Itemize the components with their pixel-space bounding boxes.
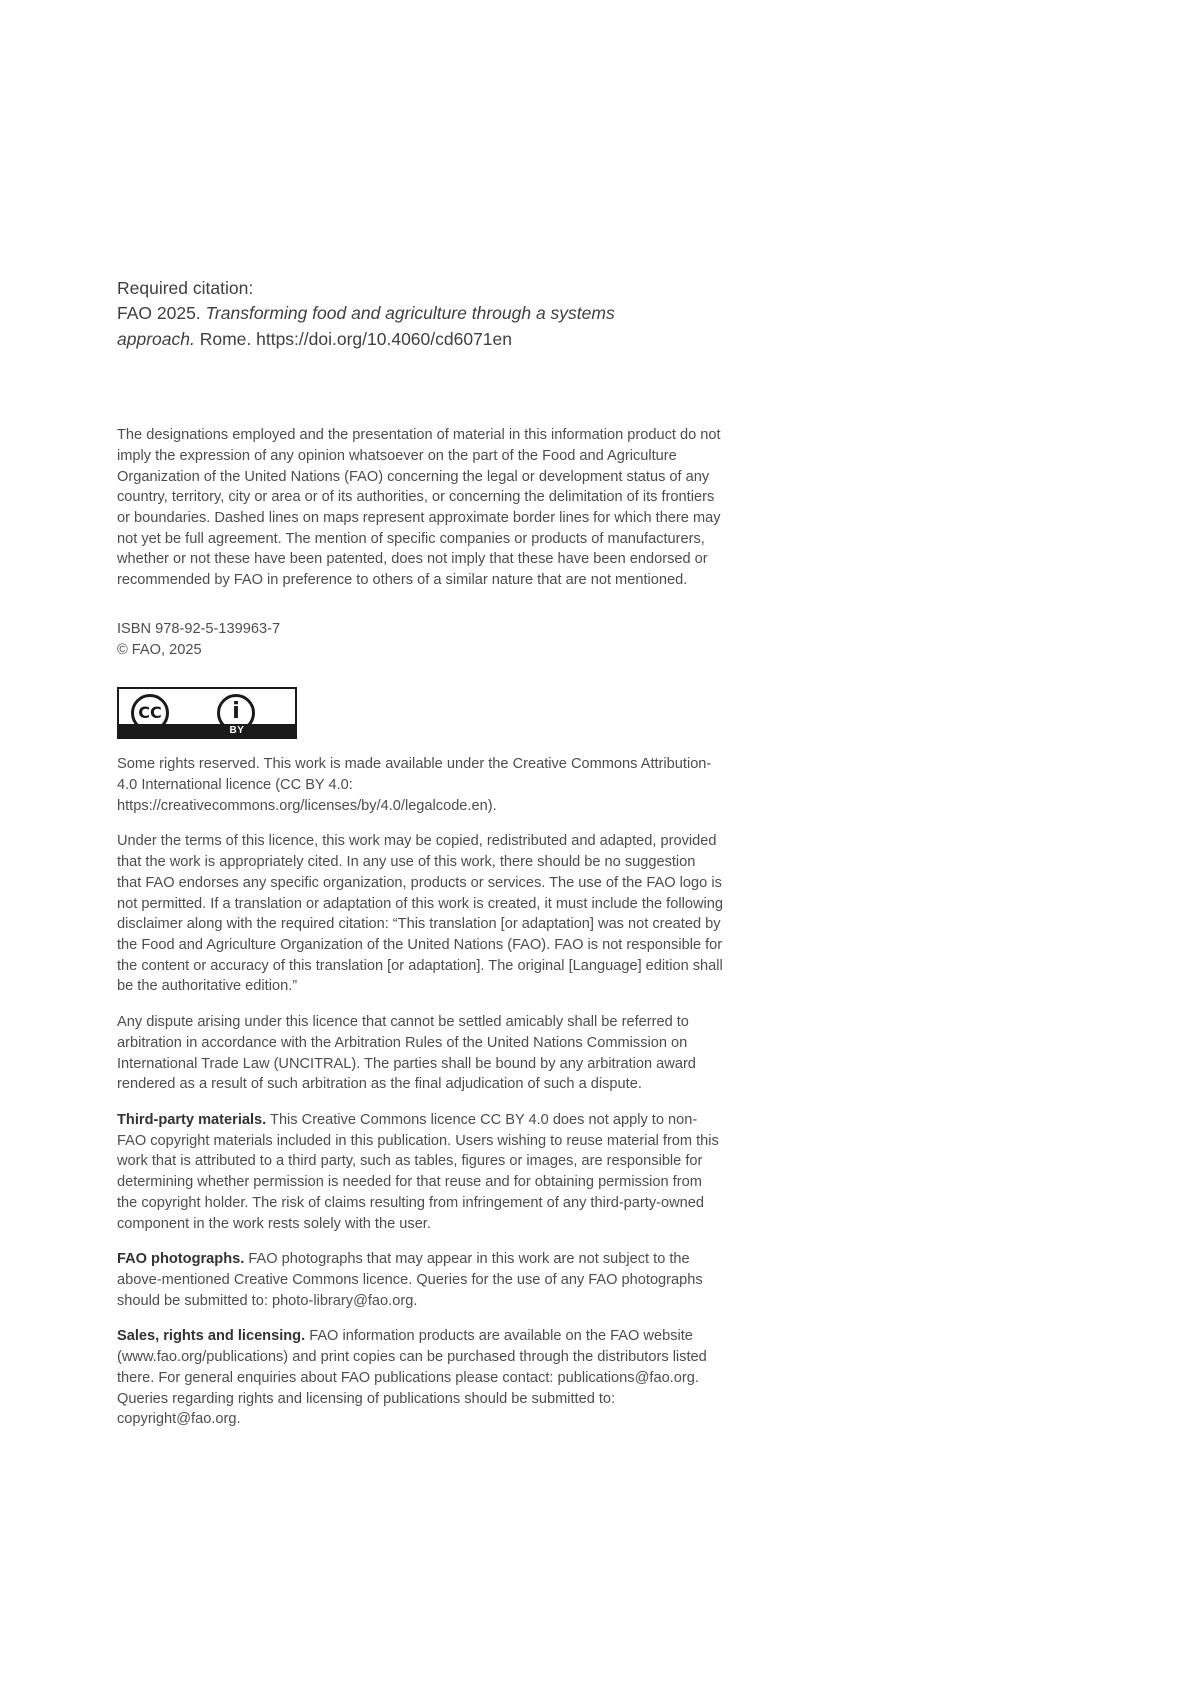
- fao-photographs-label: FAO photographs.: [117, 1251, 245, 1268]
- licence-paragraph-some-rights: Some rights reserved. This work is made available under the Creative Commons Attribution- 4.0 International licence (CC BY 4.0: https://creativecommons.org/licenses/by/4.0/legalcode.en).: [117, 756, 712, 814]
- citation-source-doi: Rome. https://doi.org/10.4060/cd6071en: [194, 328, 513, 349]
- licence-paragraph-dispute: Any dispute arising under this licence that cannot be settled amicably shall be referred to arbitration in accordance with the Arbitration Rules of the United Nations Commission on International Trade Law (UNCITRAL). The parties shall be bound by any arbitration award rendered as a result of such arbitration as the final adjudication of such a dispute.: [117, 1014, 696, 1093]
- isbn-text: ISBN 978-92-5-139963-7: [117, 620, 281, 637]
- third-party-label: Third-party materials.: [117, 1111, 267, 1128]
- cc-badge-bar: [119, 724, 295, 737]
- fao-photographs-text: FAO photographs that may appear in this work are not subject to the above-mentioned Creative Commons licence. Queries for the use of any FAO photographs should be submitted to: photo-library@fao.org.: [117, 1251, 703, 1309]
- page-content: [117, 276, 727, 1445]
- cc-badge-by-label: BY: [229, 725, 245, 737]
- licence-paragraph-photographs: [117, 1249, 723, 1311]
- isbn-copyright-block: [117, 619, 727, 661]
- licence-paragraph-sales: [117, 1326, 723, 1430]
- cc-circle-icon: CC: [131, 694, 169, 732]
- disclaimer-paragraph: The designations employed and the presentation of material in this information product do not imply the expression of any opinion whatsoever on the part of the Food and Agriculture Organization of the United Nations (FAO) concerning the legal or development status of any country, territory, city or area or of its authorities, or concerning the delimitation of its frontiers or boundaries. Dashed lines on maps represent approximate border lines for which there may not yet be full agreement. The mention of specific companies or products of manufacturers, whether or not these have been patented, does not imply that these have been endorsed or recommended by FAO in preference to others of a similar nature that are not mentioned.: [117, 427, 721, 589]
- citation-title-part-1: Transforming food and agriculture through a systems: [205, 303, 615, 324]
- by-person-icon: i: [217, 694, 255, 732]
- citation-line-2: [117, 327, 727, 352]
- citation-title-part-2: approach.: [117, 328, 195, 349]
- copyright-text: © FAO, 2025: [117, 642, 202, 659]
- citation-author-year: FAO 2025.: [117, 303, 206, 324]
- licence-paragraph-terms: Under the terms of this licence, this work may be copied, redistributed and adapted, provided that the work is appropriately cited. In any use of this work, there should be no suggestion that FAO endorses any specific organization, products or services. The use of the FAO logo is not permitted. If a translation or adaptation of this work is created, it must include the following disclaimer along with the required citation: “This translation [or adaptation] was not created by the Food and Agriculture Organization of the United Nations (FAO). FAO is not responsible for the content or accuracy of this translation [or adaptation]. The original [Language] edition shall be the authoritative edition.”: [117, 833, 723, 995]
- citation-line-1: [117, 301, 727, 326]
- licence-paragraph-third-party: [117, 1110, 723, 1234]
- sales-rights-text: FAO information products are available on the FAO website (www.fao.org/publications) and print copies can be purchased through the distributors listed there. For general enquiries about FAO publications please contact: publications@fao.org. Queries regarding rights and licensing of publications should be submitted to: copyright@fao.org.: [117, 1328, 707, 1428]
- third-party-text: This Creative Commons licence CC BY 4.0 does not apply to non-FAO copyright materials included in this publication. Users wishing to reuse material from this work that is attributed to a third party, such as tables, figures or images, are responsible for determining whether permission is needed for that reuse and for obtaining permission from the copyright holder. The risk of claims resulting from infringement of any third-party-owned component in the work rests solely with the user.: [117, 1111, 719, 1232]
- citation-heading: Required citation:: [117, 278, 254, 298]
- sales-rights-label: Sales, rights and licensing.: [117, 1328, 306, 1345]
- required-citation-block: [117, 276, 727, 352]
- creative-commons-by-badge-icon: [117, 687, 297, 739]
